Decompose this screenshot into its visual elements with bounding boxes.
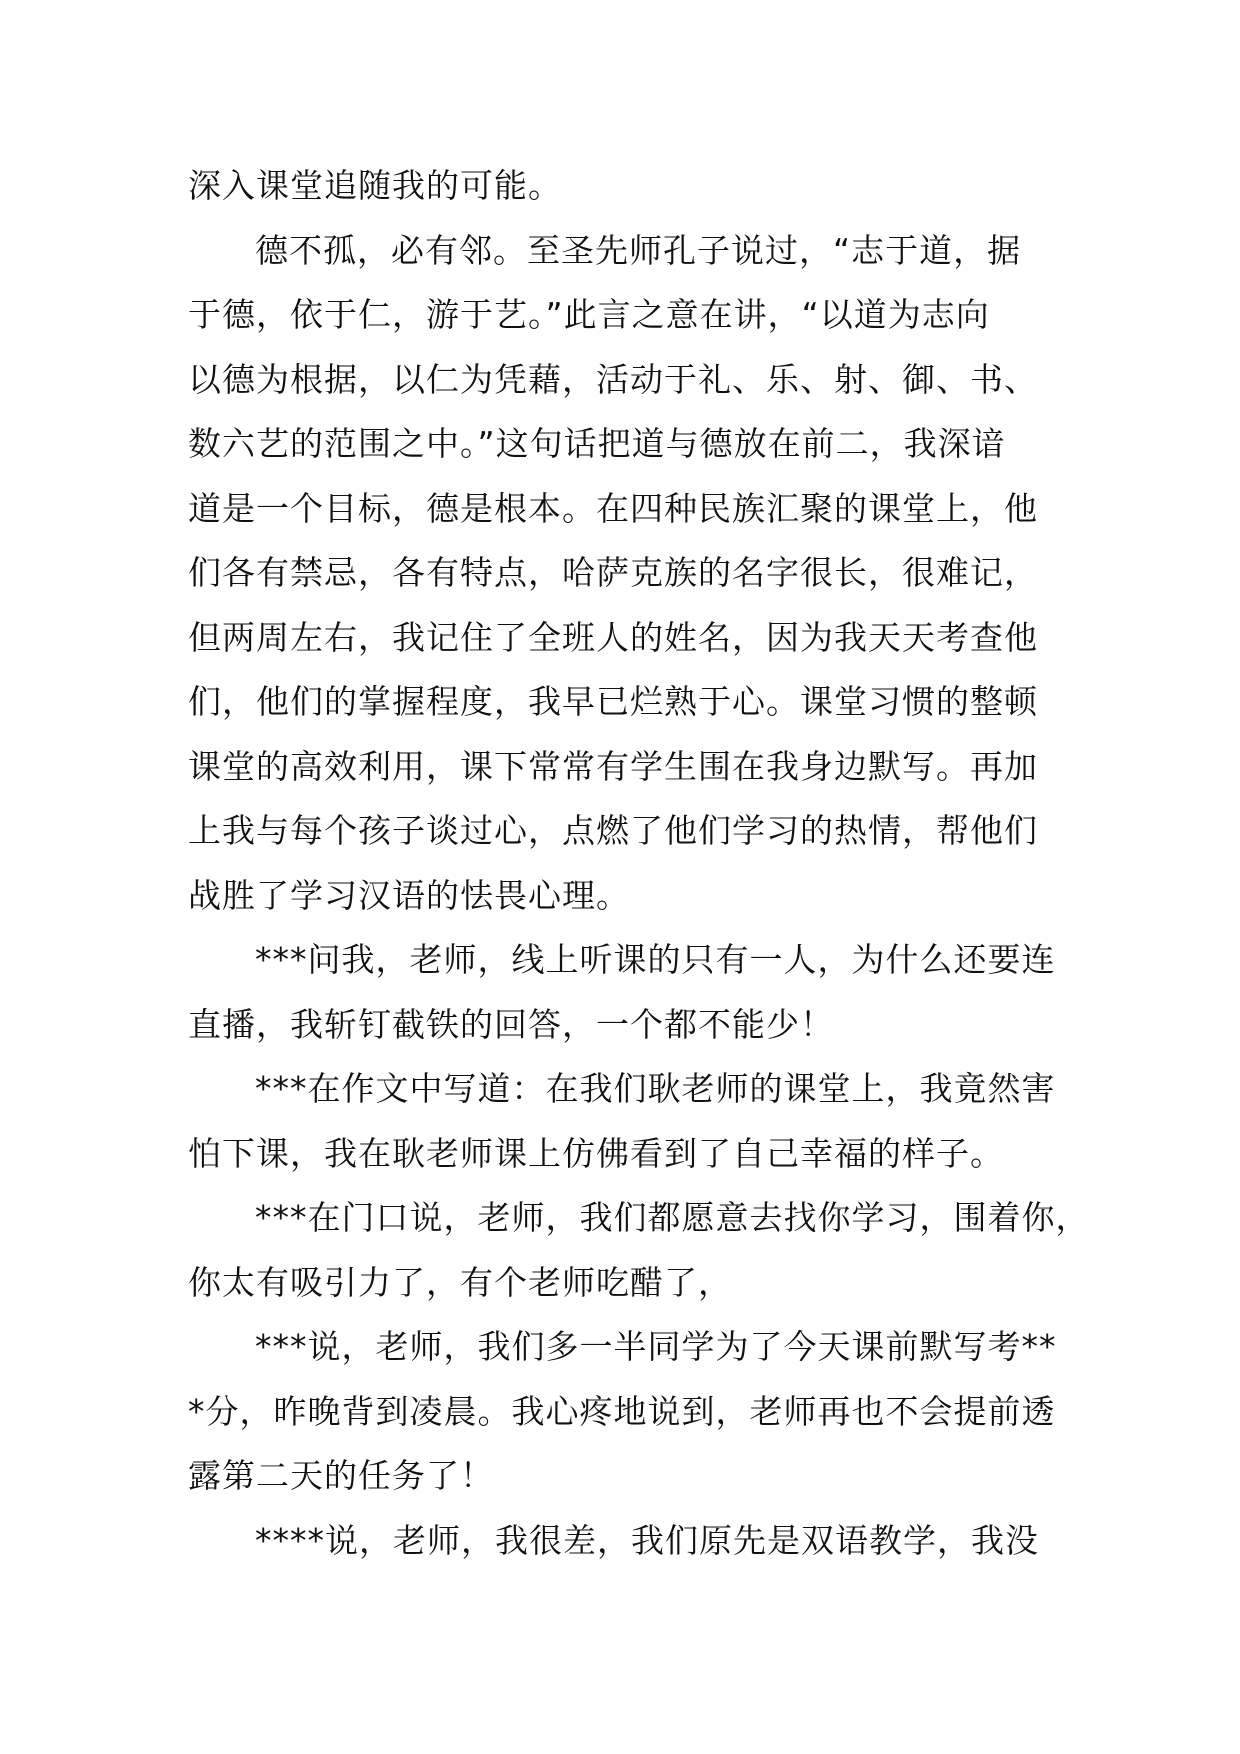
text-line: 们各有禁忌，各有特点，哈萨克族的名字很长，很难记， [188,553,1038,592]
document-body [188,164,1090,1583]
text-line: 但两周左右，我记住了全班人的姓名，因为我天天考查他 [188,617,1038,657]
text-line: 露第二天的任务了！ [188,1456,494,1495]
text-line: 战胜了学习汉语的怯畏心理。 [188,875,630,915]
text-line: 课堂的高效利用，课下常常有学生围在我身边默写。再加 [188,746,1038,786]
text-line: ****说，老师，我很差，我们原先是双语教学，我没 [255,1520,1039,1560]
text-line: 上我与每个孩子谈过心，点燃了他们学习的热情，帮他们 [188,811,1038,850]
text-line: *分，昨晚背到凌晨。我心疼地说到，老师再也不会提前透 [188,1391,1056,1431]
text-line: ***在作文中写道：在我们耿老师的课堂上，我竟然害 [255,1069,1056,1108]
text-line: 数六艺的范围之中。”这句话把道与德放在前二，我深谙 [188,424,1006,463]
text-line: 深入课堂追随我的可能。 [188,166,562,205]
text-line: 德不孤，必有邻。至圣先师孔子说过，“志于道，据 [255,230,1022,270]
text-line: 直播，我斩钉截铁的回答，一个都不能少！ [188,1004,834,1044]
text-line: ***说，老师，我们多一半同学为了今天课前默写考** [255,1327,1057,1366]
text-line: 道是一个目标，德是根本。在四种民族汇聚的课堂上，他 [188,488,1038,528]
text-line: ***在门口说，老师，我们都愿意去找你学习，围着你， [255,1198,1090,1237]
text-line: 你太有吸引力了，有个老师吃醋了， [188,1262,732,1302]
text-line: 怕下课，我在耿老师课上仿佛看到了自己幸福的样子。 [188,1133,1004,1173]
text-line: ***问我，老师，线上听课的只有一人，为什么还要连 [255,940,1056,979]
text-line: 们，他们的掌握程度，我早已烂熟于心。课堂习惯的整顿 [188,682,1038,721]
text-line: 以德为根据，以仁为凭藉，活动于礼、乐、射、御、书、 [188,359,1038,399]
text-line: 于德，依于仁，游于艺。”此言之意在讲，“以道为志向 [188,295,990,334]
